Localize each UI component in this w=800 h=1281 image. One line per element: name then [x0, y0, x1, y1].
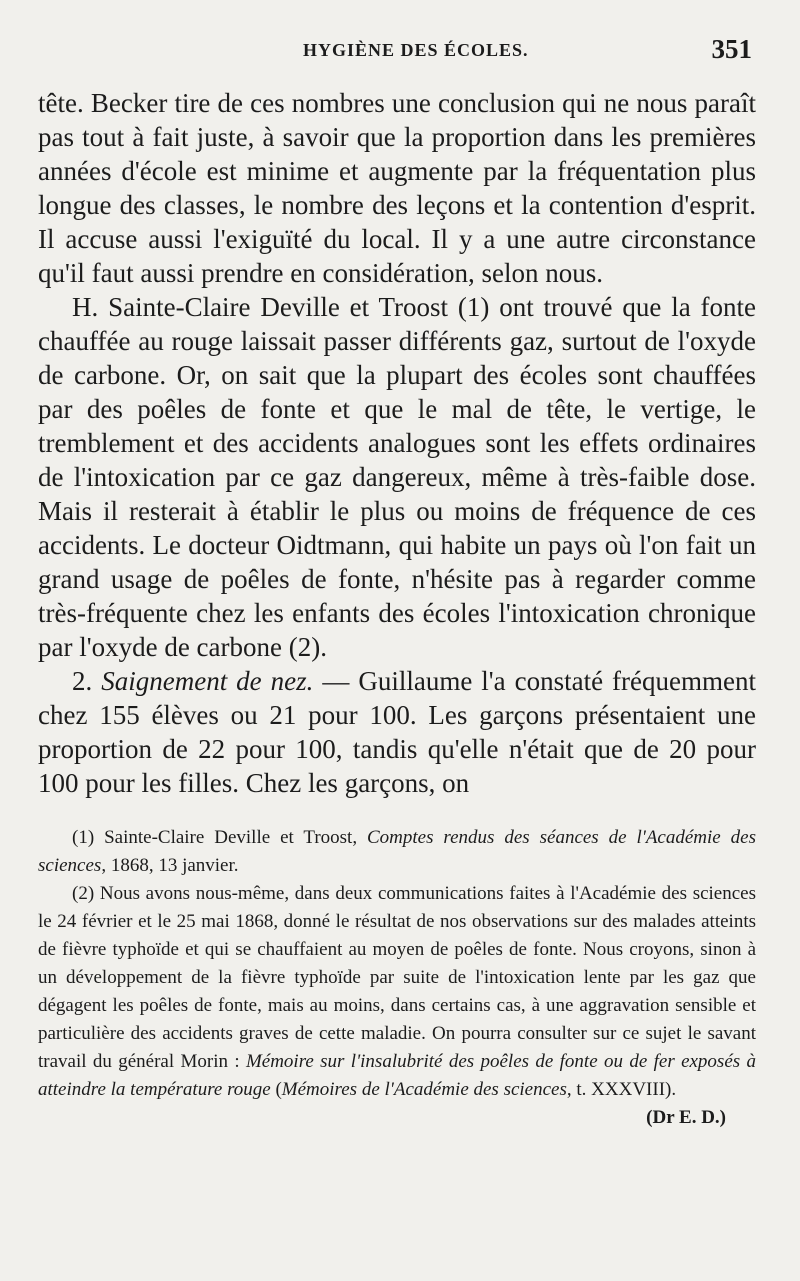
paragraph-1: tête. Becker tire de ces nombres une conclusion qui ne nous paraît pas tout à fait juste, à savoir que la proportion dans les premières années d'école est minime et augmente par la fréquentation plus longue des classes, le nombre des leçons et la contention d'esprit. Il accuse aussi l'exiguïté du local. Il y a une autre circonstance qu'il faut aussi prendre en considération, selon nous. — [38, 88, 756, 288]
footnote-2 — [38, 880, 756, 1128]
section-number: 2. — [72, 666, 93, 696]
footnote-2-memoir-title: Mémoire sur l'insalubrité des poêles de fonte ou de fer exposés à atteindre la température rouge — [38, 1051, 756, 1100]
paragraph-3-text: — Guillaume l'a constaté fréquemment chez 155 élèves ou 21 pour 100. Les garçons présentaient une proportion de 22 pour 100, tandis qu'elle n'était que de 20 pour 100 pour les filles. Chez les garçons, on — [38, 666, 756, 798]
page-number: 351 — [711, 34, 752, 64]
footnote-2-volume: , t. XXXVIII). — [566, 1079, 677, 1100]
section-title: Saignement de nez. — [101, 666, 314, 696]
page-header — [38, 30, 756, 86]
paragraph-2: H. Sainte-Claire Deville et Troost (1) ont trouvé que la fonte chauffée au rouge laissait passer différents gaz, surtout de l'oxyde de carbone. Or, on sait que la plupart des écoles sont chauffées par des poêles de fonte et que le mal de tête, le vertige, le tremblement et des accidents analogues sont les effets ordinaires de l'intoxication par ce gaz dangereux, même à très-faible dose. Mais il resterait à établir le plus ou moins de fréquence de ces accidents. Le docteur Oidtmann, qui habite un pays où l'on fait un grand usage de poêles de fonte, n'hésite pas à regarder comme très-fréquente chez les enfants des écoles l'intoxication chronique par l'oxyde de carbone (2). — [38, 292, 756, 662]
document-page — [38, 30, 756, 1132]
body-text — [38, 86, 756, 800]
footnote-1 — [38, 824, 756, 880]
footnotes — [38, 824, 756, 1128]
footnote-2-paren: ( — [270, 1079, 282, 1100]
footnote-1-date: , 1868, 13 janvier. — [101, 855, 239, 876]
footnote-1-journal: Comptes rendus des séances de l'Académie des sciences — [38, 827, 756, 876]
footnote-1-text: (1) Sainte-Claire Deville et Troost, — [72, 827, 367, 848]
footnote-2-journal: Mémoires de l'Académie des sciences — [281, 1079, 567, 1100]
running-title: HYGIÈNE DES ÉCOLES. — [303, 40, 529, 60]
paragraph-3 — [38, 664, 756, 800]
footnote-2-text: (2) Nous avons nous-même, dans deux communications faites à l'Académie des sciences le 24 février et le 25 mai 1868, donné le résultat de nos observations sur des malades atteints de fièvre typhoïde et qui se chauffaient au moyen de poêles de fonte. Nous croyons, sinon à un développement de la fièvre typhoïde par suite de l'intoxication lente par les gaz que dégagent les poêles de fonte, mais au moins, dans certains cas, à une aggravation sensible et particulière des accidents graves de cette maladie. On pourra consulter sur ce sujet le savant travail du général Morin : — [38, 883, 756, 1072]
footnote-signature: (Dr E. D.) — [646, 1107, 726, 1128]
